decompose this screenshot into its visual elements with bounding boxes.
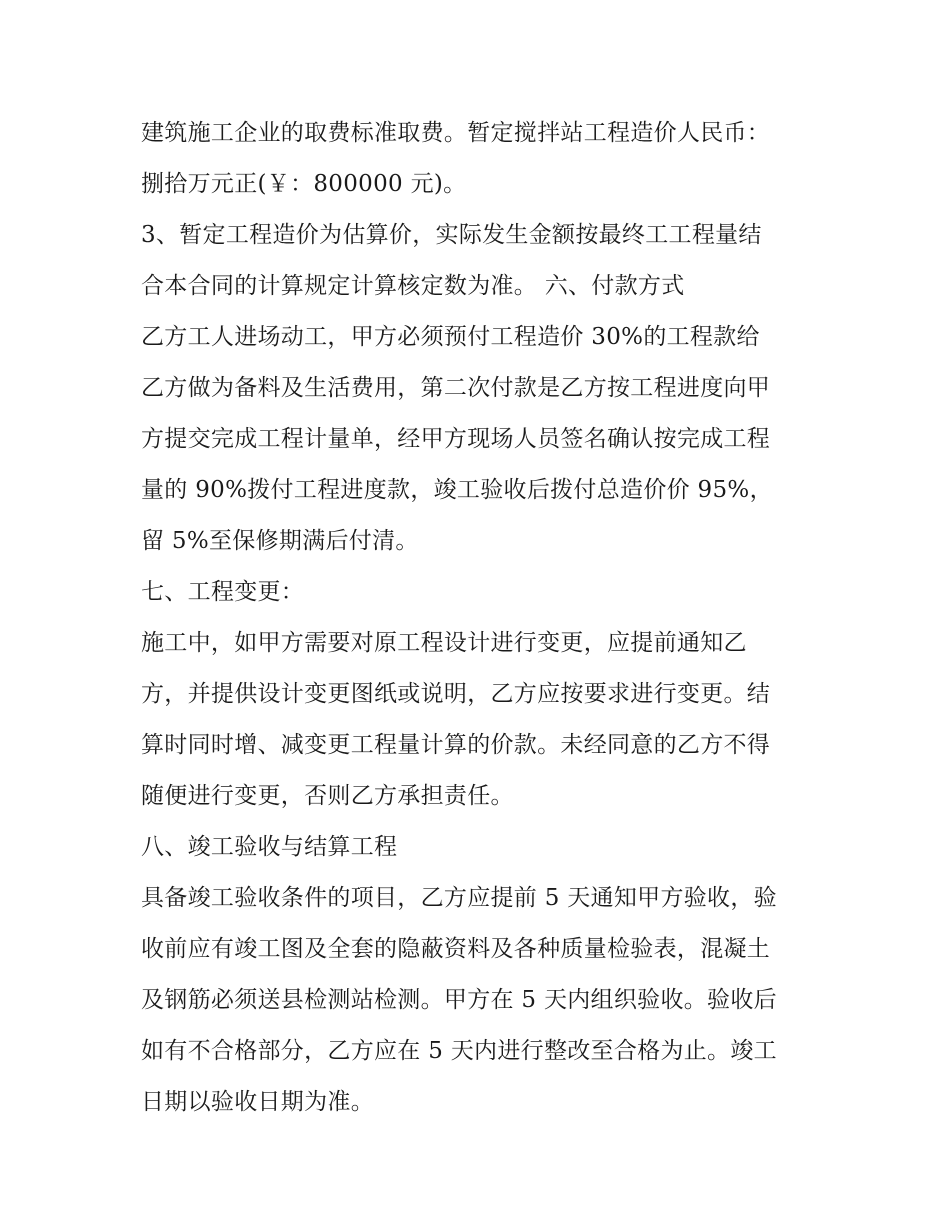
section-heading-8: 八、竣工验收与结算工程 <box>141 834 398 860</box>
text-line-3: 3、暂定工程造价为估算价，实际发生金额按最终工工程量结 <box>141 222 762 248</box>
text-line-7: 方提交完成工程计量单，经甲方现场人员签名确认按完成工程 <box>141 426 771 452</box>
text-line-20: 日期以验收日期为准。 <box>141 1089 374 1115</box>
text-line-16: 具备竣工验收条件的项目，乙方应提前 5 天通知甲方验收，验 <box>141 885 777 911</box>
text-line-12: 方，并提供设计变更图纸或说明，乙方应按要求进行变更。结 <box>141 681 771 707</box>
text-line-4: 合本合同的计算规定计算核定数为准。 六、付款方式 <box>141 273 685 299</box>
text-line-14: 随便进行变更，否则乙方承担责任。 <box>141 783 514 809</box>
text-line-11: 施工中，如甲方需要对原工程设计进行变更，应提前通知乙 <box>141 630 747 656</box>
text-line-9: 留 5%至保修期满后付清。 <box>141 528 419 554</box>
text-line-19: 如有不合格部分，乙方应在 5 天内进行整改至合格为止。竣工 <box>141 1038 777 1064</box>
text-line-18: 及钢筋必须送县检测站检测。甲方在 5 天内组织验收。验收后 <box>141 987 777 1013</box>
text-line-1: 建筑施工企业的取费标准取费。暂定搅拌站工程造价人民币： <box>141 120 771 146</box>
text-line-5: 乙方工人进场动工，甲方必须预付工程造价 30%的工程款给 <box>141 324 760 350</box>
text-line-6: 乙方做为备料及生活费用，第二次付款是乙方按工程进度向甲 <box>141 375 771 401</box>
text-line-13: 算时同时增、减变更工程量计算的价款。未经同意的乙方不得 <box>141 732 771 758</box>
text-line-2: 捌拾万元正(￥：800000 元)。 <box>141 171 467 197</box>
section-heading-7: 七、工程变更： <box>141 579 305 605</box>
text-line-8: 量的 90%拨付工程进度款，竣工验收后拨付总造价价 95%， <box>141 477 773 503</box>
text-line-17: 收前应有竣工图及全套的隐蔽资料及各种质量检验表，混凝土 <box>141 936 771 962</box>
document-body <box>141 108 821 1128</box>
